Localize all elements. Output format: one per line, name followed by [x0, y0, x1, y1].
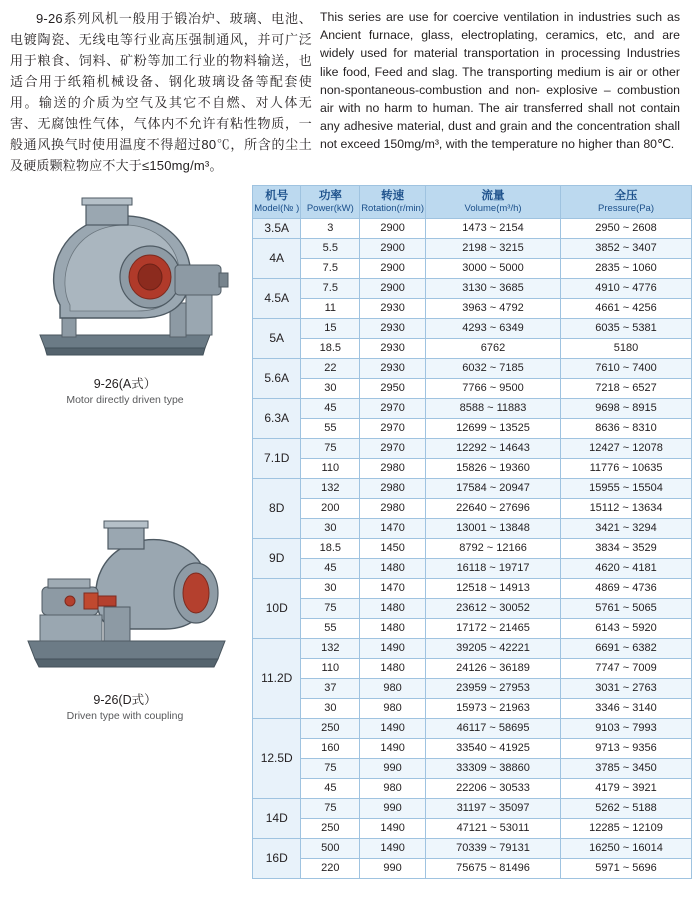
- cell-pressure: 16250 ~ 16014: [561, 839, 692, 859]
- table-row: [253, 239, 692, 259]
- cell-power: 22: [301, 359, 360, 379]
- cell-rotation: 980: [360, 679, 426, 699]
- cell-power: 30: [301, 699, 360, 719]
- intro-chinese-text: 9-26系列风机一般用于锻冶炉、玻璃、电池、电镀陶瓷、无线电等行业高压强制通风，并可广泛用于粮食、饲料、矿粉等加工行业的物料输送，也适合用于纸箱机械设备、钢化玻璃设备等配套使用。输送的介质为空气及其它不自燃、对人体无害、无腐蚀性气体，气体内不允许有粘性物质，一般通风换气时使用温度不得超过80℃，所含的尘土及硬质颗粒物应不大于≤150mg/m³。: [10, 11, 312, 173]
- cell-rotation: 1490: [360, 839, 426, 859]
- cell-pressure: 15955 ~ 15504: [561, 479, 692, 499]
- cell-power: 220: [301, 859, 360, 879]
- cell-pressure: 6143 ~ 5920: [561, 619, 692, 639]
- cell-rotation: 2950: [360, 379, 426, 399]
- table-row: [253, 579, 692, 599]
- header-model: [253, 186, 301, 219]
- cell-model: 14D: [253, 799, 301, 839]
- cell-volume: 46117 ~ 58695: [426, 719, 561, 739]
- header-power: [301, 186, 360, 219]
- cell-volume: 33309 ~ 38860: [426, 759, 561, 779]
- cell-rotation: 2900: [360, 259, 426, 279]
- table-row: [253, 419, 692, 439]
- table-row: [253, 839, 692, 859]
- cell-volume: 8792 ~ 12166: [426, 539, 561, 559]
- cell-rotation: 2900: [360, 279, 426, 299]
- cell-rotation: 2980: [360, 459, 426, 479]
- cell-rotation: 1490: [360, 639, 426, 659]
- cell-pressure: 4910 ~ 4776: [561, 279, 692, 299]
- cell-power: 250: [301, 719, 360, 739]
- table-row: [253, 359, 692, 379]
- cell-rotation: 2970: [360, 439, 426, 459]
- header-model-sub: Model(№ ): [254, 203, 300, 214]
- cell-rotation: 2900: [360, 219, 426, 239]
- cell-volume: 47121 ~ 53011: [426, 819, 561, 839]
- cell-model: 16D: [253, 839, 301, 879]
- cell-volume: 17172 ~ 21465: [426, 619, 561, 639]
- cell-power: 7.5: [301, 259, 360, 279]
- cell-power: 11: [301, 299, 360, 319]
- cell-power: 7.5: [301, 279, 360, 299]
- cell-model: 7.1D: [253, 439, 301, 479]
- table-row: [253, 219, 692, 239]
- cell-volume: 23612 ~ 30052: [426, 599, 561, 619]
- cell-power: 45: [301, 559, 360, 579]
- cell-volume: 3000 ~ 5000: [426, 259, 561, 279]
- cell-pressure: 5971 ~ 5696: [561, 859, 692, 879]
- cell-volume: 13001 ~ 13848: [426, 519, 561, 539]
- specification-table: [252, 185, 692, 879]
- cell-power: 200: [301, 499, 360, 519]
- cell-power: 45: [301, 399, 360, 419]
- cell-rotation: 2980: [360, 499, 426, 519]
- figure-type-d: [0, 501, 250, 722]
- cell-rotation: 2930: [360, 339, 426, 359]
- cell-pressure: 3346 ~ 3140: [561, 699, 692, 719]
- header-rotation: [360, 186, 426, 219]
- cell-pressure: 2950 ~ 2608: [561, 219, 692, 239]
- cell-power: 55: [301, 619, 360, 639]
- table-row: [253, 259, 692, 279]
- table-header-row: [253, 186, 692, 219]
- table-row: [253, 559, 692, 579]
- cell-model: 5A: [253, 319, 301, 359]
- cell-power: 37: [301, 679, 360, 699]
- table-row: [253, 659, 692, 679]
- cell-pressure: 4661 ~ 4256: [561, 299, 692, 319]
- cell-power: 110: [301, 659, 360, 679]
- intro-section: [0, 0, 700, 176]
- table-row: [253, 479, 692, 499]
- cell-volume: 12699 ~ 13525: [426, 419, 561, 439]
- cell-volume: 31197 ~ 35097: [426, 799, 561, 819]
- cell-power: 18.5: [301, 339, 360, 359]
- cell-pressure: 3834 ~ 3529: [561, 539, 692, 559]
- cell-volume: 23959 ~ 27953: [426, 679, 561, 699]
- cell-pressure: 2835 ~ 1060: [561, 259, 692, 279]
- cell-rotation: 1480: [360, 659, 426, 679]
- cell-volume: 15826 ~ 19360: [426, 459, 561, 479]
- cell-volume: 22640 ~ 27696: [426, 499, 561, 519]
- cell-pressure: 6035 ~ 5381: [561, 319, 692, 339]
- table-row: [253, 799, 692, 819]
- table-row: [253, 859, 692, 879]
- cell-rotation: 2970: [360, 419, 426, 439]
- table-header: [253, 186, 692, 219]
- cell-rotation: 1450: [360, 539, 426, 559]
- cell-rotation: 2930: [360, 359, 426, 379]
- cell-power: 160: [301, 739, 360, 759]
- cell-model: 5.6A: [253, 359, 301, 399]
- cell-pressure: 15112 ~ 13634: [561, 499, 692, 519]
- figures-column: [0, 185, 250, 722]
- cell-power: 110: [301, 459, 360, 479]
- table-row: [253, 779, 692, 799]
- cell-power: 250: [301, 819, 360, 839]
- table-row: [253, 719, 692, 739]
- table-row: [253, 299, 692, 319]
- cell-volume: 3130 ~ 3685: [426, 279, 561, 299]
- cell-model: 10D: [253, 579, 301, 639]
- cell-rotation: 1490: [360, 739, 426, 759]
- cell-pressure: 4620 ~ 4181: [561, 559, 692, 579]
- cell-volume: 16118 ~ 19717: [426, 559, 561, 579]
- cell-power: 5.5: [301, 239, 360, 259]
- cell-pressure: 3421 ~ 3294: [561, 519, 692, 539]
- cell-pressure: 7610 ~ 7400: [561, 359, 692, 379]
- fan-drawing-d-icon: [0, 501, 250, 686]
- table-row: [253, 599, 692, 619]
- cell-rotation: 2930: [360, 319, 426, 339]
- cell-pressure: 3785 ~ 3450: [561, 759, 692, 779]
- cell-rotation: 1480: [360, 619, 426, 639]
- cell-pressure: 7747 ~ 7009: [561, 659, 692, 679]
- cell-model: 4.5A: [253, 279, 301, 319]
- cell-rotation: 1480: [360, 599, 426, 619]
- cell-volume: 75675 ~ 81496: [426, 859, 561, 879]
- cell-volume: 2198 ~ 3215: [426, 239, 561, 259]
- cell-model: 6.3A: [253, 399, 301, 439]
- header-volume-main: 流量: [481, 190, 505, 202]
- cell-pressure: 9103 ~ 7993: [561, 719, 692, 739]
- header-volume-sub: Volume(m³/h): [464, 203, 522, 214]
- header-pressure: [561, 186, 692, 219]
- cell-power: 3: [301, 219, 360, 239]
- header-model-main: 机号: [265, 190, 289, 202]
- table-row: [253, 679, 692, 699]
- table-row: [253, 379, 692, 399]
- cell-rotation: 990: [360, 759, 426, 779]
- cell-power: 75: [301, 759, 360, 779]
- cell-volume: 70339 ~ 79131: [426, 839, 561, 859]
- cell-rotation: 2970: [360, 399, 426, 419]
- cell-volume: 12292 ~ 14643: [426, 439, 561, 459]
- cell-model: 12.5D: [253, 719, 301, 799]
- cell-pressure: 5262 ~ 5188: [561, 799, 692, 819]
- figure-a-caption-en: Motor directly driven type: [66, 394, 184, 406]
- cell-power: 30: [301, 579, 360, 599]
- cell-volume: 24126 ~ 36189: [426, 659, 561, 679]
- cell-power: 15: [301, 319, 360, 339]
- header-volume: [426, 186, 561, 219]
- table-row: [253, 759, 692, 779]
- table-row: [253, 619, 692, 639]
- header-rotation-sub: Rotation(r/min): [361, 203, 425, 214]
- table-row: [253, 819, 692, 839]
- cell-pressure: 4179 ~ 3921: [561, 779, 692, 799]
- table-row: [253, 439, 692, 459]
- cell-model: 3.5A: [253, 219, 301, 239]
- cell-volume: 22206 ~ 30533: [426, 779, 561, 799]
- cell-volume: 15973 ~ 21963: [426, 699, 561, 719]
- cell-pressure: 4869 ~ 4736: [561, 579, 692, 599]
- figure-d-caption-en: Driven type with coupling: [66, 710, 184, 722]
- cell-pressure: 5761 ~ 5065: [561, 599, 692, 619]
- header-power-sub: Power(kW): [306, 203, 354, 214]
- cell-rotation: 2930: [360, 299, 426, 319]
- cell-rotation: 2980: [360, 479, 426, 499]
- cell-volume: 3963 ~ 4792: [426, 299, 561, 319]
- cell-pressure: 6691 ~ 6382: [561, 639, 692, 659]
- cell-power: 500: [301, 839, 360, 859]
- cell-power: 75: [301, 439, 360, 459]
- cell-model: 4A: [253, 239, 301, 279]
- cell-rotation: 1470: [360, 579, 426, 599]
- cell-power: 45: [301, 779, 360, 799]
- cell-pressure: 12285 ~ 12109: [561, 819, 692, 839]
- cell-volume: 6762: [426, 339, 561, 359]
- table-row: [253, 699, 692, 719]
- cell-power: 75: [301, 599, 360, 619]
- cell-pressure: 9713 ~ 9356: [561, 739, 692, 759]
- table-row: [253, 519, 692, 539]
- intro-english-text: This series are use for coercive ventilation in industries such as Ancient furnace, glass, electroplating, ceramics, etc, and are widely used for material transportation in processing Industries like food, Feed and slag. The transporting medium is air or other non-spontaneous-combustion and non- explosive – combustion air with no harm to human. The air transferred shall not contain any adhesive material, dust and grain and the concentration shall not exceed 150mg/m³, with the temperature no higher than 80℃.: [320, 10, 680, 152]
- cell-rotation: 990: [360, 799, 426, 819]
- cell-power: 30: [301, 519, 360, 539]
- cell-rotation: 1490: [360, 819, 426, 839]
- cell-power: 132: [301, 639, 360, 659]
- header-power-main: 功率: [318, 190, 342, 202]
- cell-power: 18.5: [301, 539, 360, 559]
- cell-power: 55: [301, 419, 360, 439]
- figure-a-caption-cn: 9-26(A式）: [93, 377, 157, 391]
- cell-pressure: 3852 ~ 3407: [561, 239, 692, 259]
- cell-pressure: 9698 ~ 8915: [561, 399, 692, 419]
- header-pressure-main: 全压: [614, 190, 638, 202]
- cell-volume: 4293 ~ 6349: [426, 319, 561, 339]
- fan-drawing-a-icon: [0, 185, 250, 370]
- cell-pressure: 8636 ~ 8310: [561, 419, 692, 439]
- cell-volume: 7766 ~ 9500: [426, 379, 561, 399]
- cell-volume: 17584 ~ 20947: [426, 479, 561, 499]
- cell-pressure: 5180: [561, 339, 692, 359]
- cell-power: 132: [301, 479, 360, 499]
- table-row: [253, 339, 692, 359]
- table-row: [253, 459, 692, 479]
- table-row: [253, 739, 692, 759]
- cell-volume: 6032 ~ 7185: [426, 359, 561, 379]
- header-pressure-sub: Pressure(Pa): [598, 203, 654, 214]
- header-rotation-main: 转速: [381, 190, 405, 202]
- cell-rotation: 1470: [360, 519, 426, 539]
- cell-model: 9D: [253, 539, 301, 579]
- cell-rotation: 980: [360, 779, 426, 799]
- cell-pressure: 12427 ~ 12078: [561, 439, 692, 459]
- table-body: [253, 219, 692, 879]
- table-row: [253, 399, 692, 419]
- cell-rotation: 990: [360, 859, 426, 879]
- cell-pressure: 7218 ~ 6527: [561, 379, 692, 399]
- cell-volume: 33540 ~ 41925: [426, 739, 561, 759]
- figure-type-a: [0, 185, 250, 406]
- cell-volume: 39205 ~ 42221: [426, 639, 561, 659]
- table-row: [253, 639, 692, 659]
- cell-rotation: 980: [360, 699, 426, 719]
- cell-power: 30: [301, 379, 360, 399]
- cell-rotation: 2900: [360, 239, 426, 259]
- cell-model: 8D: [253, 479, 301, 539]
- table-row: [253, 279, 692, 299]
- table-row: [253, 319, 692, 339]
- cell-model: 11.2D: [253, 639, 301, 719]
- cell-pressure: 11776 ~ 10635: [561, 459, 692, 479]
- cell-volume: 12518 ~ 14913: [426, 579, 561, 599]
- cell-power: 75: [301, 799, 360, 819]
- cell-volume: 8588 ~ 11883: [426, 399, 561, 419]
- cell-rotation: 1480: [360, 559, 426, 579]
- cell-rotation: 1490: [360, 719, 426, 739]
- table-row: [253, 499, 692, 519]
- table-row: [253, 539, 692, 559]
- cell-volume: 1473 ~ 2154: [426, 219, 561, 239]
- figure-d-caption-cn: 9-26(D式）: [93, 693, 157, 707]
- cell-pressure: 3031 ~ 2763: [561, 679, 692, 699]
